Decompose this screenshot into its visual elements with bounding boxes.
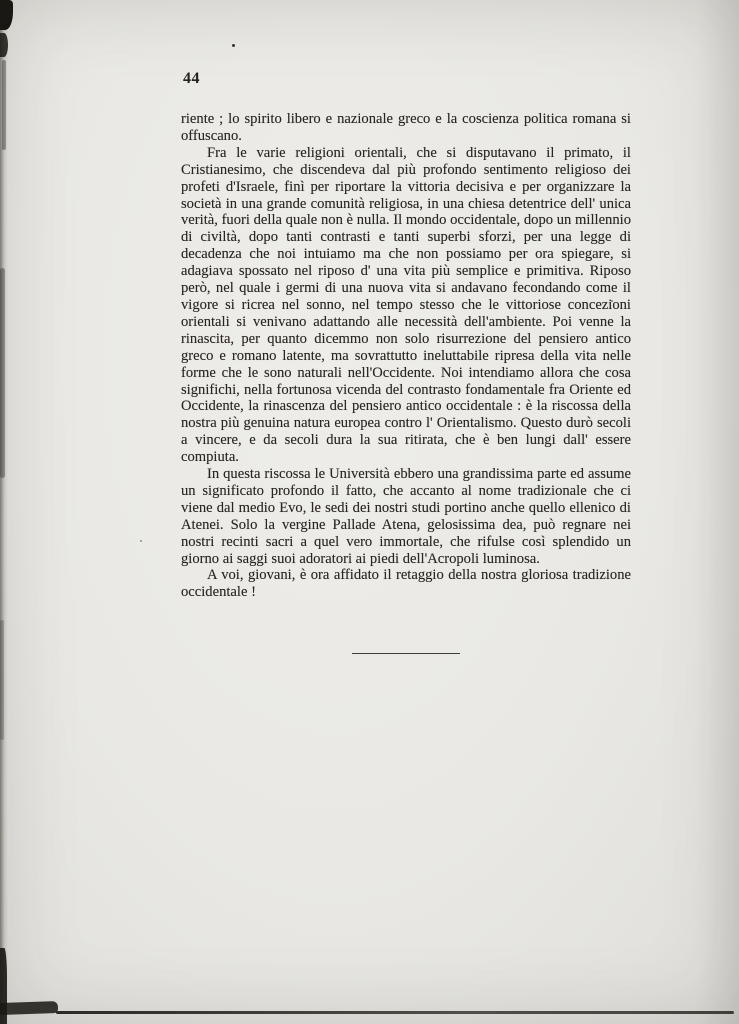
paragraph: Fra le varie religioni orientali, che si disputavano il primato, il Cristianesimo, che discendeva dal più profondo sentimento religioso dei profeti d'Israele, finì per riportare la vittoria decisiva e per organizzare la società in una grande comunità religiosa, in una chiesa detentrice dell' unica verità, fuori della quale non è nulla. Il mondo occidentale, dopo un millennio di civiltà, dopo tanti contrasti e tanti superbi sforzi, per una legge di decadenza che noi intuiamo ma che non possiamo per ora spiegare, si adagiava spossato nel riposo d' una vita più semplice e primitiva. Riposo però, nel quale i germi di una nuova vita si andavano fecondando come il vigore si ricrea nel sonno, nel tempo stesso che le vittoriose concezioni orientali si venivano adattando alle necessità dell'ambiente. Poi venne la rinascita, per quanto dicemmo non solo risurrezione del pensiero antico greco e romano latente, ma sovrattutto ineluttabile ripresa della vita nelle forme che le sono naturali nell'Occidente. Noi intendiamo allora che cosa significhi, nella fortunosa vicenda del contrasto fondamentale fra Oriente ed Occidente, la rinascenza del pensiero antico occidentale : è la riscossa della nostra più genuina natura europea contro l' Orientalismo. Questo durò secoli a vincere, e da secoli dura la sua ritirata, che è ben lungi dall' essere compiuta. bbox=[181, 144, 631, 466]
paragraph-continuation: riente ; lo spirito libero e nazionale greco e la coscienza politica romana si offuscano. bbox=[181, 111, 631, 144]
scan-speck bbox=[232, 44, 235, 47]
scan-page-bottom-edge bbox=[56, 1011, 734, 1014]
scan-mark-bottom-left bbox=[0, 1001, 58, 1015]
page-number: 44 bbox=[183, 70, 200, 87]
scan-mark-left bbox=[0, 620, 4, 740]
section-divider-rule bbox=[352, 653, 460, 654]
scan-mark-left bbox=[0, 268, 5, 478]
scan-binding-edge bbox=[0, 0, 8, 1024]
scan-speck bbox=[140, 540, 142, 542]
scan-mark-left bbox=[2, 60, 6, 150]
scan-mark-top-left bbox=[0, 33, 8, 57]
paragraph: A voi, giovani, è ora affidato il retaggio della nostra gloriosa tradizione occidentale ! bbox=[181, 567, 631, 601]
paragraph: In questa riscossa le Università ebbero una grandissima parte ed assume un significato profondo il fatto, che accanto al nome tradizionale che ci viene dal medio Evo, le sedi dei nostri studi portino anche quello ellenico di Atenei. Solo la vergine Pallade Atena, gelosissima dea, può regnare nei nostri recinti sacri a quel vero immortale, che rifulse così splendido un giorno ai saggi suoi adoratori ai piedi dell'Acropoli luminosa. bbox=[181, 466, 631, 567]
scan-mark-top-left bbox=[0, 0, 13, 30]
page-text bbox=[181, 111, 631, 654]
scan-shadow-right bbox=[697, 0, 739, 1024]
